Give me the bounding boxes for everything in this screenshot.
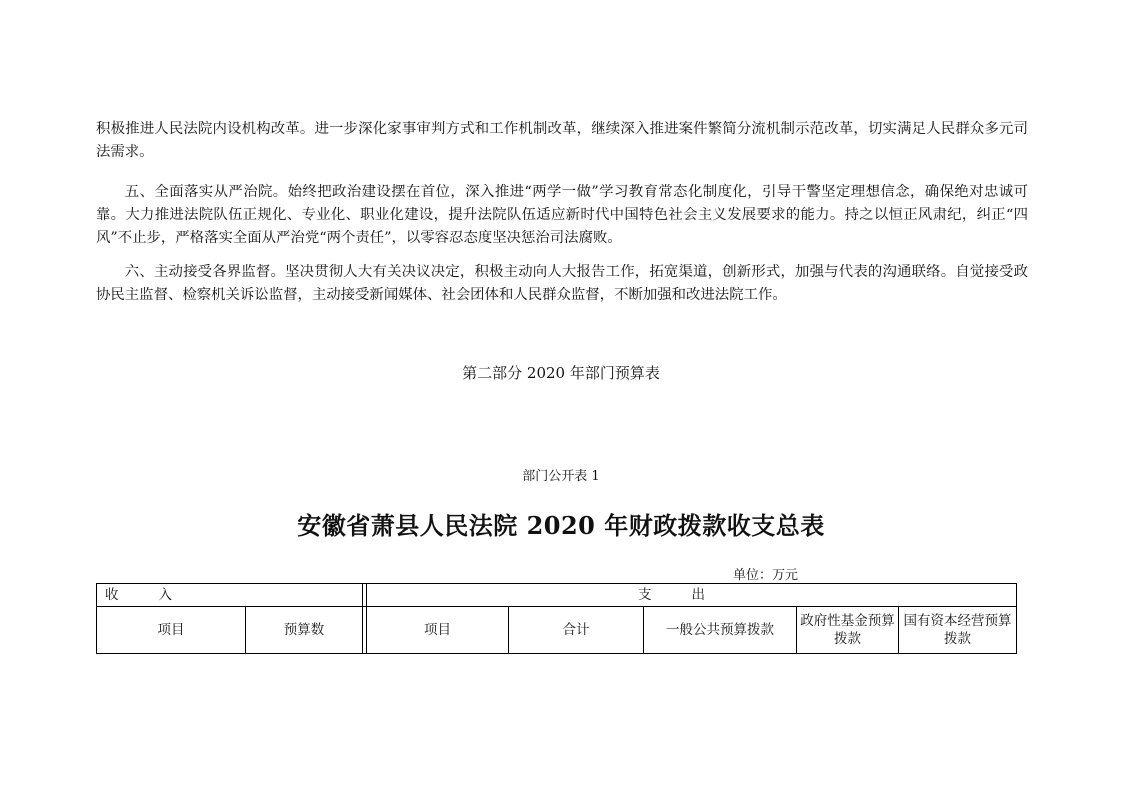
unit-label: 单位：万元 bbox=[733, 568, 799, 583]
table-title: 安徽省萧县人民法院 2020 年财政拨款收支总表 bbox=[297, 511, 825, 540]
part-heading: 第二部分 2020 年部门预算表 bbox=[462, 364, 660, 382]
table-header-row-1 bbox=[97, 584, 1017, 607]
expense-header: 支出 bbox=[367, 584, 1017, 607]
table-label: 部门公开表 1 bbox=[522, 469, 600, 484]
expense-item-header: 项目 bbox=[367, 607, 509, 654]
body-paragraph-2: 五、全面落实从严治院。始终把政治建设摆在首位，深入推进“两学一做”学习教育常态化制度化，引导干警坚定理想信念，确保绝对忠诚可靠。大力推进法院队伍正规化、专业化、职业化建设，提升法院队伍适应新时代中国特色社会主义发展要求的能力。持之以恒正风肃纪，纠正“四风”不止步，严格落实全面从严治党“两个责任”，以零容忍态度坚决惩治司法腐败。 bbox=[96, 184, 1028, 246]
table-header-row-2 bbox=[97, 607, 1017, 654]
general-public-budget-header: 一般公共预算拨款 bbox=[644, 607, 797, 654]
gov-fund-budget-header: 政府性基金预算拨款 bbox=[797, 607, 899, 654]
income-header: 收入 bbox=[97, 584, 363, 607]
expense-total-header: 合计 bbox=[509, 607, 644, 654]
body-paragraph-3: 六、主动接受各界监督。坚决贯彻人大有关决议决定，积极主动向人大报告工作，拓宽渠道，创新形式，加强与代表的沟通联络。自觉接受政协民主监督、检察机关诉讼监督，主动接受新闻媒体、社会团体和人民群众监督，不断加强和改进法院工作。 bbox=[96, 264, 1028, 303]
income-budget-header: 预算数 bbox=[246, 607, 363, 654]
income-item-header: 项目 bbox=[97, 607, 246, 654]
body-paragraph-1: 积极推进人民法院内设机构改革。进一步深化家事审判方式和工作机制改革，继续深入推进案件繁简分流机制示范改革，切实满足人民群众多元司法需求。 bbox=[96, 121, 1028, 160]
state-capital-budget-header: 国有资本经营预算拨款 bbox=[899, 607, 1017, 654]
budget-summary-table bbox=[96, 583, 1017, 654]
